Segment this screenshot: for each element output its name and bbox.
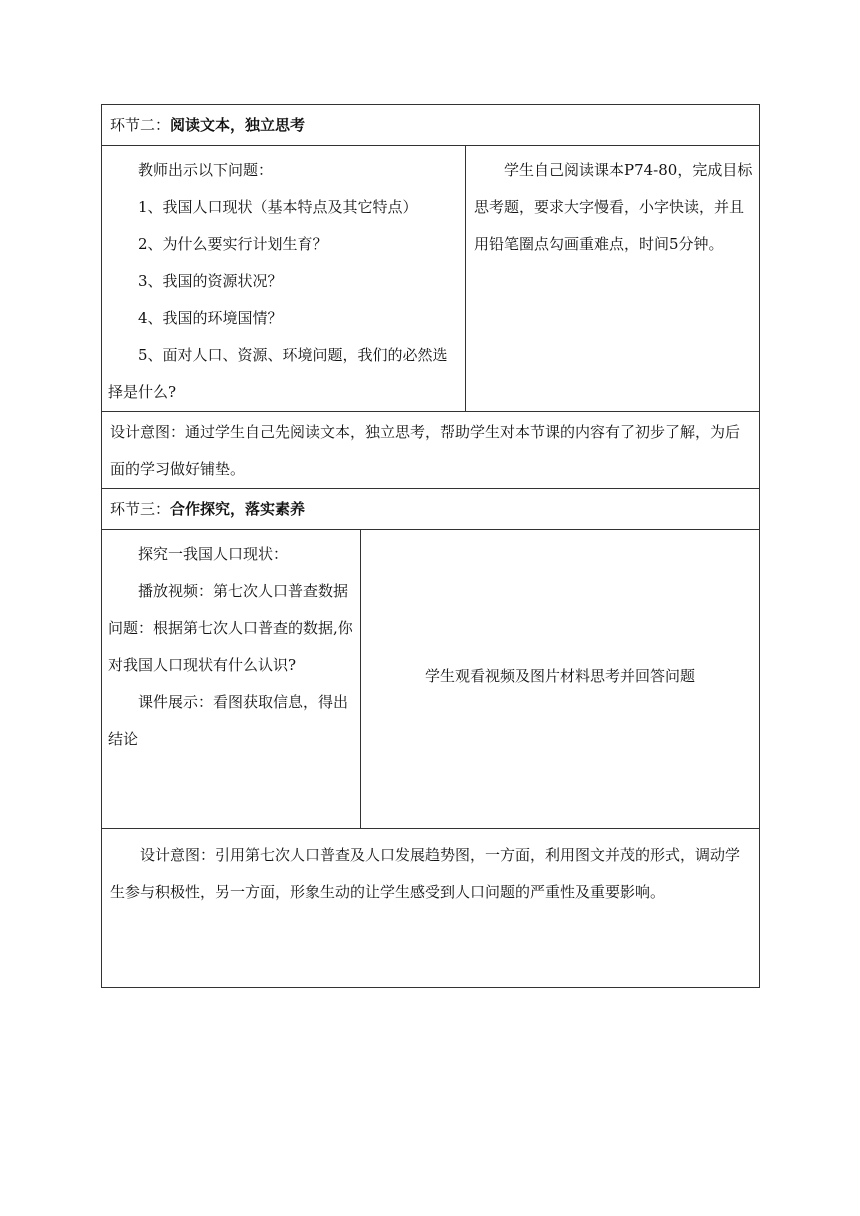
section3-teacher-cell <box>102 530 361 829</box>
teacher-line: 教师出示以下问题： <box>138 161 274 179</box>
section3-intent-cell <box>102 829 760 988</box>
lesson-plan-table <box>101 104 760 988</box>
section2-student-cell <box>466 146 760 412</box>
teacher-line: 播放视频：第七次人口普查数据问题：根据第七次人口普查的数据,你对我国人口现状有什么认识? <box>108 582 353 674</box>
section2-header-row <box>102 105 760 146</box>
section3-header <box>102 489 760 530</box>
section3-title: 合作探究，落实素养 <box>170 500 306 518</box>
section3-title-prefix: 环节三： <box>110 500 171 518</box>
section3-header-row <box>102 489 760 530</box>
teacher-line: 探究一我国人口现状： <box>138 545 289 563</box>
lesson-plan-page <box>101 104 759 988</box>
teacher-line: 2、为什么要实行计划生育？ <box>138 235 328 253</box>
section3-content-row <box>102 530 760 829</box>
section2-design-intent: 设计意图：通过学生自己先阅读文本，独立思考，帮助学生对本节课的内容有了初步了解，为后面的学习做好铺垫。 <box>102 412 760 489</box>
section3-student-cell <box>361 530 760 829</box>
student-activity-text: 学生自己阅读课本P74-80，完成目标思考题，要求大字慢看，小字快读，并且用铅笔圈点勾画重难点，时间5分钟。 <box>474 161 753 253</box>
section2-intent-row <box>102 412 760 489</box>
section3-design-intent: 设计意图：引用第七次人口普查及人口发展趋势图，一方面，利用图文并茂的形式，调动学生参与积极性，另一方面，形象生动的让学生感受到人口问题的严重性及重要影响。 <box>110 846 741 901</box>
student-activity-text: 学生观看视频及图片材料思考并回答问题 <box>425 667 696 685</box>
section2-header <box>102 105 760 146</box>
teacher-line: 3、我国的资源状况？ <box>138 272 283 290</box>
teacher-line: 4、我国的环境国情？ <box>138 309 283 327</box>
teacher-line: 课件展示：看图获取信息，得出结论 <box>108 693 349 748</box>
section2-title-prefix: 环节二： <box>110 116 171 134</box>
section2-title: 阅读文本，独立思考 <box>170 116 306 134</box>
section2-teacher-cell <box>102 146 466 412</box>
section3-intent-row <box>102 829 760 988</box>
section2-content-row <box>102 146 760 412</box>
teacher-line: 5、面对人口、资源、环境问题，我们的必然选择是什么? <box>108 346 448 401</box>
teacher-line: 1、我国人口现状（基本特点及其它特点） <box>138 198 418 216</box>
